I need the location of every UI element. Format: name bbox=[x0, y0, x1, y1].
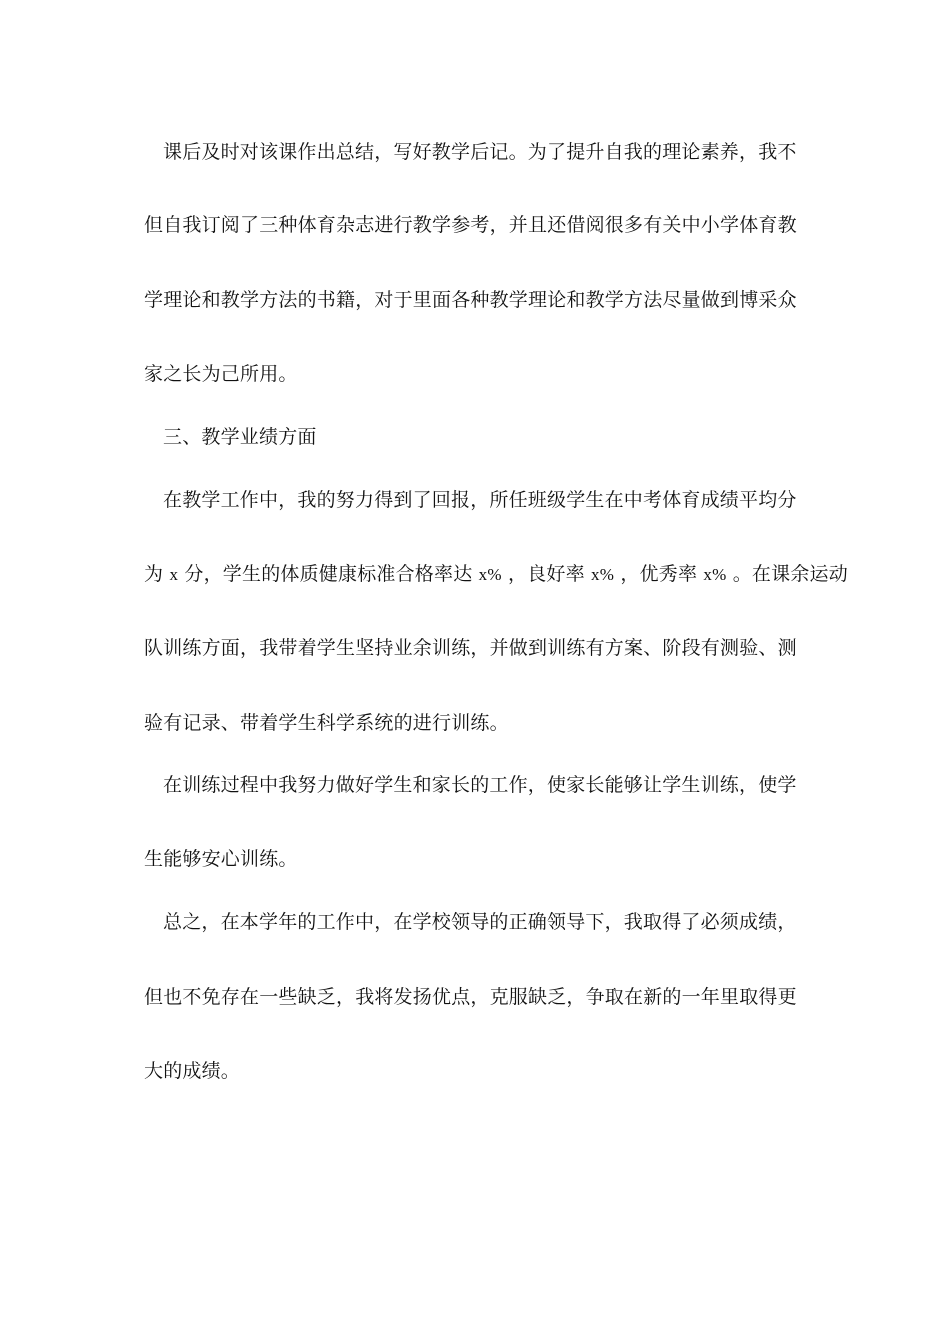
placeholder-value: x bbox=[169, 565, 179, 584]
section-heading: 三、教学业绩方面 bbox=[163, 426, 317, 448]
paragraph-line: 在训练过程中我努力做好学生和家长的工作，使家长能够让学生训练，使学 bbox=[163, 774, 797, 796]
text-run: 。在课余运动 bbox=[732, 563, 848, 585]
text-run: ，良好率 bbox=[507, 563, 585, 585]
paragraph-line: 家之长为己所用。 bbox=[144, 363, 298, 385]
paragraph-line: 总之，在本学年的工作中，在学校领导的正确领导下，我取得了必须成绩， bbox=[163, 911, 797, 933]
placeholder-value: x% bbox=[591, 565, 615, 584]
paragraph-line bbox=[144, 562, 848, 587]
paragraph-line: 但也不免存在一些缺乏，我将发扬优点，克服缺乏，争取在新的一年里取得更 bbox=[144, 986, 797, 1008]
paragraph-line: 学理论和教学方法的书籍，对于里面各种教学理论和教学方法尽量做到博采众 bbox=[144, 289, 797, 311]
paragraph-line: 大的成绩。 bbox=[144, 1060, 241, 1082]
placeholder-value: x% bbox=[703, 565, 727, 584]
paragraph-line: 在教学工作中，我的努力得到了回报，所任班级学生在中考体育成绩平均分 bbox=[163, 489, 797, 511]
text-run: ，优秀率 bbox=[620, 563, 698, 585]
paragraph-line: 生能够安心训练。 bbox=[144, 848, 298, 870]
text-run: 为 bbox=[144, 563, 164, 585]
paragraph-line: 验有记录、带着学生科学系统的进行训练。 bbox=[144, 712, 509, 734]
placeholder-value: x% bbox=[478, 565, 502, 584]
text-run: 分，学生的体质健康标准合格率达 bbox=[184, 563, 473, 585]
paragraph-line: 队训练方面，我带着学生坚持业余训练，并做到训练有方案、阶段有测验、测 bbox=[144, 637, 797, 659]
paragraph-line: 但自我订阅了三种体育杂志进行教学参考，并且还借阅很多有关中小学体育教 bbox=[144, 214, 797, 236]
paragraph-line: 课后及时对该课作出总结，写好教学后记。为了提升自我的理论素养，我不 bbox=[163, 141, 797, 163]
